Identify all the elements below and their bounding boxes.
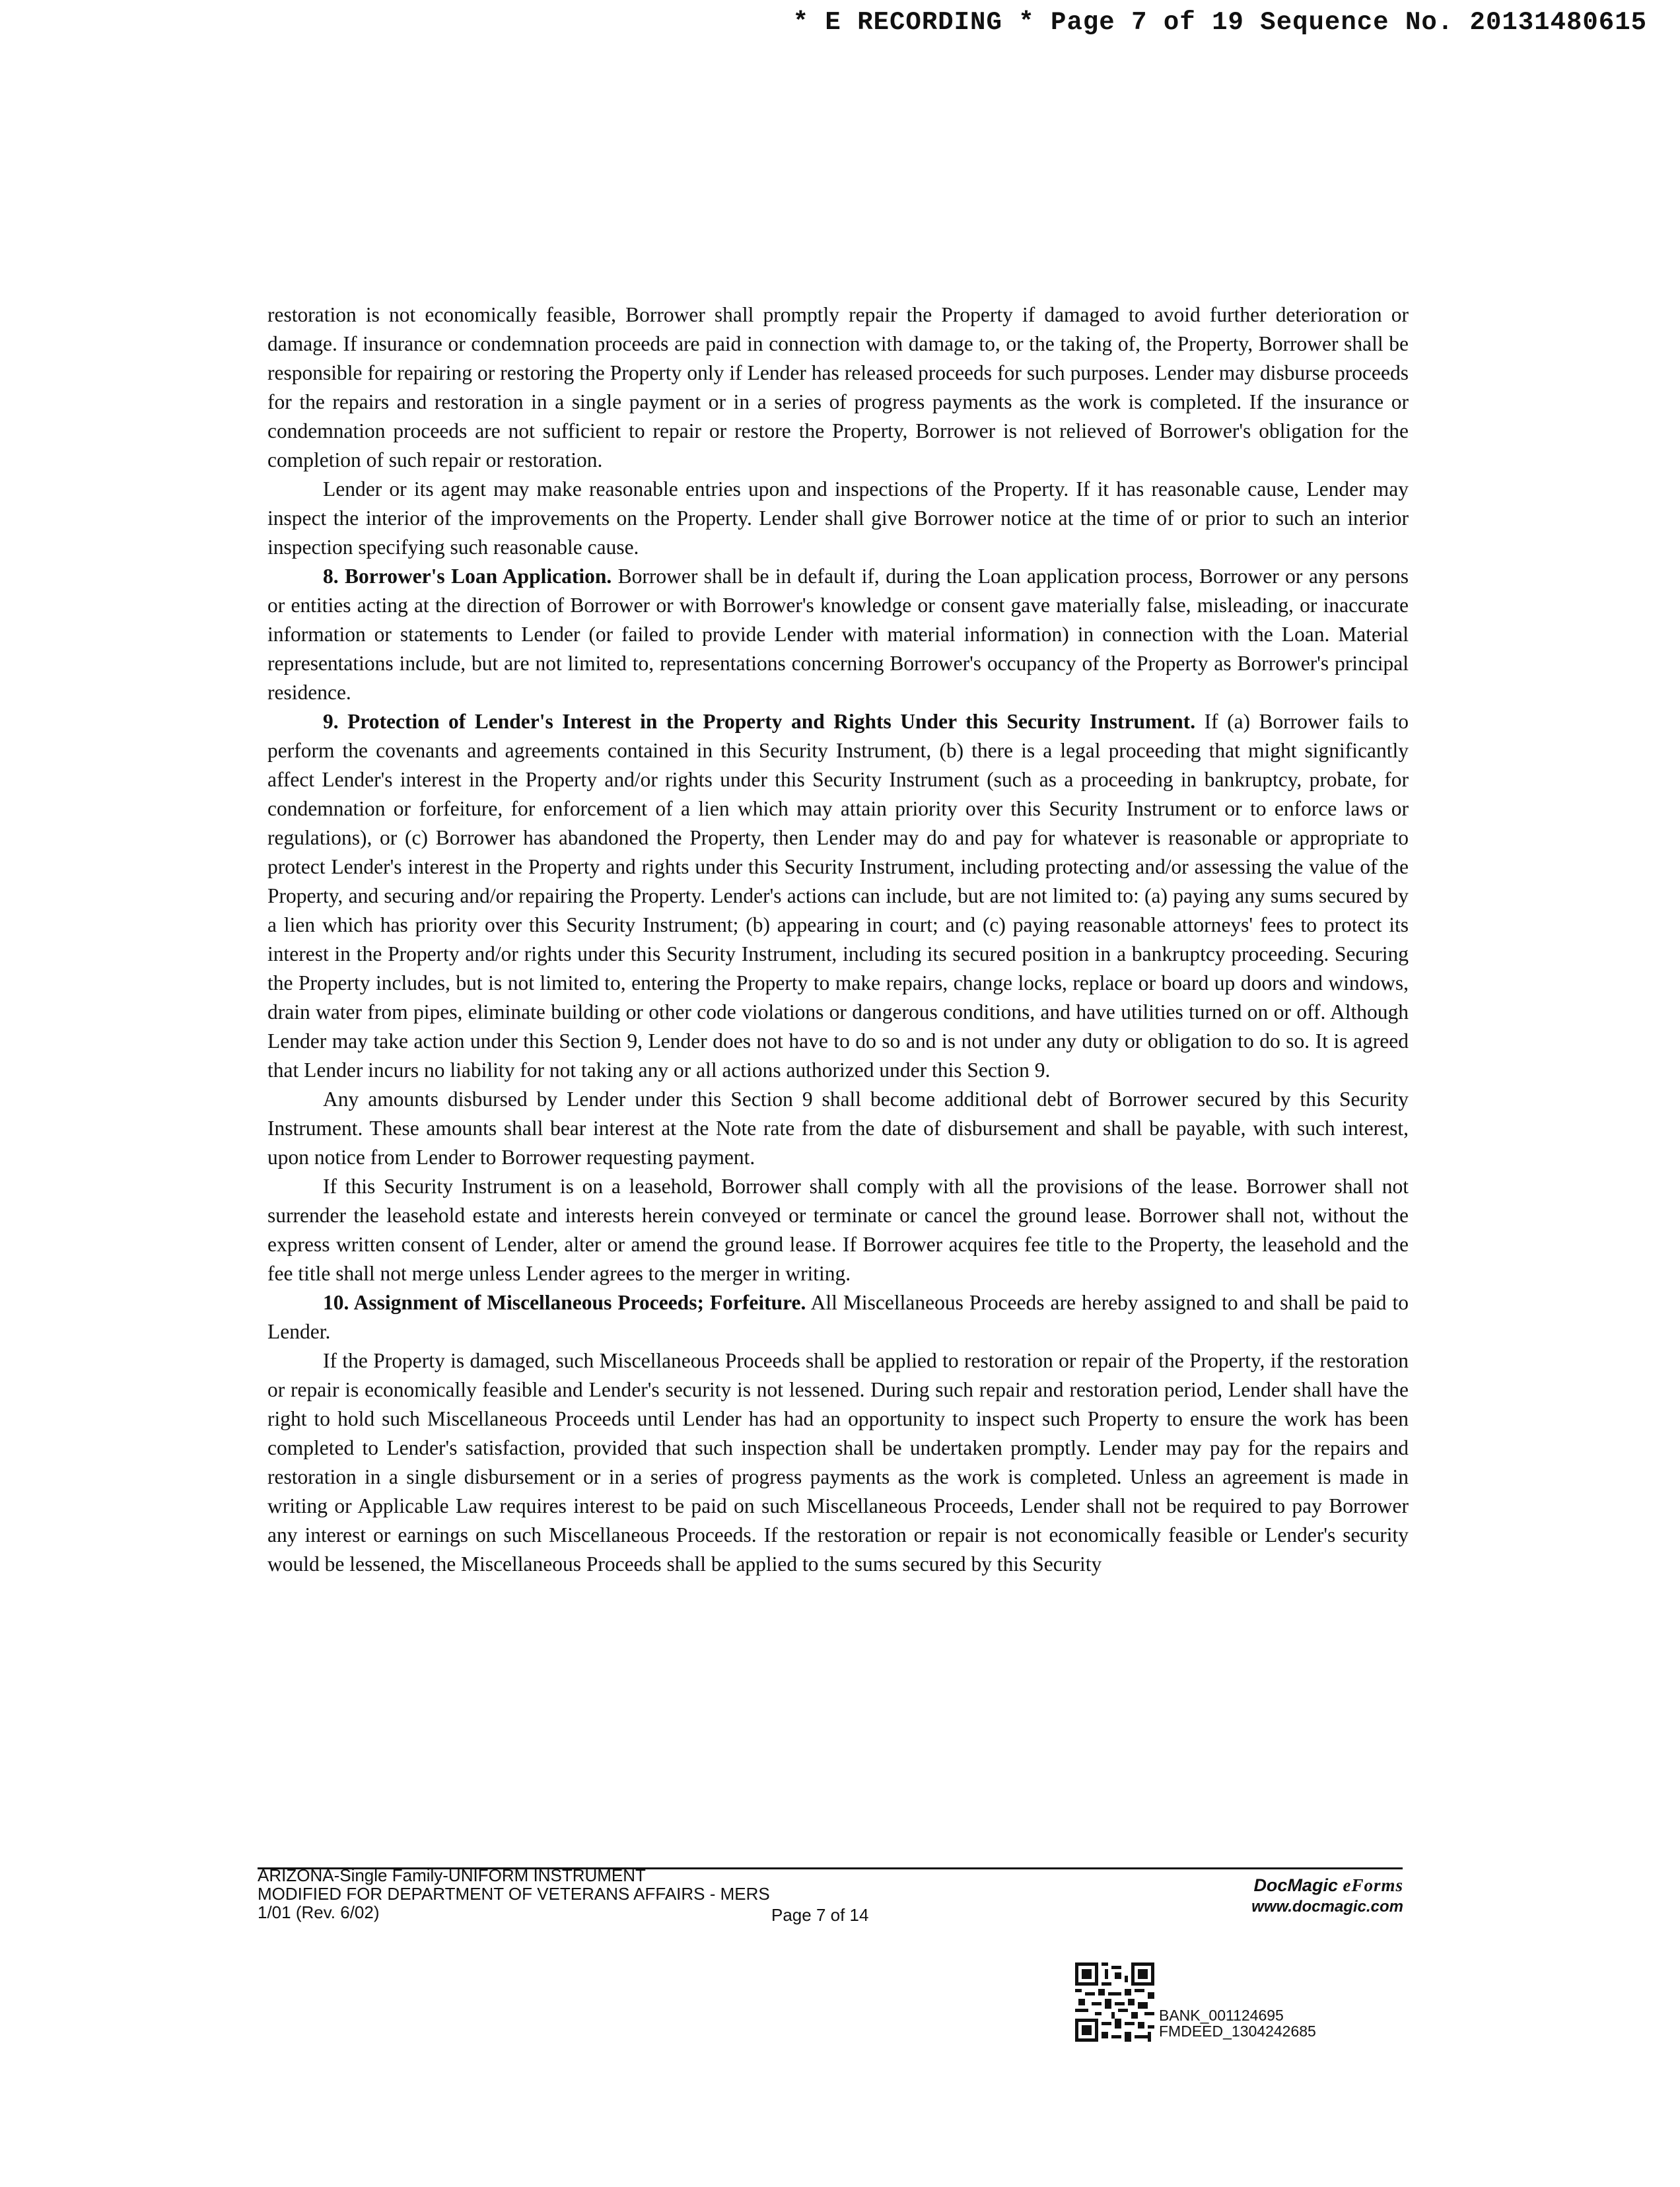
paragraph-leasehold: If this Security Instrument is on a leasehold, Borrower shall comply with all the provisions of the lease. Borrower shall not surrender the leasehold estate and interests herein conveyed or terminate or cancel the ground lease. Borrower shall not, without the express written consent of Lender, alter or amend the ground lease. If Borrower acquires fee title to the Property, the leasehold and the fee title shall not merge unless Lender agrees to the merger in writing.	[267, 1175, 1409, 1285]
document-body	[267, 300, 1409, 1579]
section-10	[267, 1288, 1409, 1346]
footer-page-number: Page 7 of 14	[771, 1905, 869, 1925]
paragraph-property-damaged: If the Property is damaged, such Miscellaneous Proceeds shall be applied to restoration or repair of the Property, if the restoration or repair is economically feasible and Lender's security is not lessened. During such repair and restoration period, Lender shall have the right to hold such Miscellaneous Proceeds until Lender has had an opportunity to inspect such Property to ensure the work has been completed to Lender's satisfaction, provided that such inspection shall be undertaken promptly. Lender may pay for the repairs and restoration in a single disbursement or in a series of progress payments as the work is completed. Unless an agreement is made in writing or Applicable Law requires interest to be paid on such Miscellaneous Proceeds, Lender shall not be required to pay Borrower any interest or earnings on such Miscellaneous Proceeds. If the restoration or repair is not economically feasible or Lender's security would be lessened, the Miscellaneous Proceeds shall be applied to the sums secured by this Security	[267, 1349, 1409, 1576]
recording-header: * E RECORDING * Page 7 of 19 Sequence No. 20131480615	[792, 8, 1647, 37]
docmagic-logo	[1225, 1875, 1403, 1895]
footer-form-title: ARIZONA-Single Family-UNIFORM INSTRUMENT	[258, 1865, 646, 1885]
barcode-bank-id: BANK_001124695	[1159, 2007, 1284, 2024]
brand-suffix: eForms	[1343, 1875, 1403, 1895]
document-barcode-ids	[1159, 2007, 1316, 2039]
footer-form-revision: 1/01 (Rev. 6/02)	[258, 1902, 380, 1922]
qr-code-icon	[1075, 1962, 1154, 2042]
section-9-body: If (a) Borrower fails to perform the covenants and agreements contained in this Security Instrument, (b) there is a legal proceeding that might significantly affect Lender's interest in the Property and/or rights under this Security Instrument (such as a proceeding in bankruptcy, probate, for condemnation or forfeiture, for enforcement of a lien which may attain priority over this Security Instrument or to enforce laws or regulations), or (c) Borrower has abandoned the Property, then Lender may do and pay for whatever is reasonable or appropriate to protect Lender's interest in the Property and rights under this Security Instrument, including protecting and/or assessing the value of the Property, and securing and/or repairing the Property. Lender's actions can include, but are not limited to: (a) paying any sums secured by a lien which has priority over this Security Instrument; (b) appearing in court; and (c) paying reasonable attorneys' fees to protect its interest in the Property and/or rights under this Security Instrument, including its secured position in a bankruptcy proceeding. Securing the Property includes, but is not limited to, entering the Property to make repairs, change locks, replace or board up doors and windows, drain water from pipes, eliminate building or other code violations or dangerous conditions, and have utilities turned on or off. Although Lender may take action under this Section 9, Lender does not have to do so and is not under any duty or obligation to do so. It is agreed that Lender incurs no liability for not taking any or all actions authorized under this Section 9.	[267, 710, 1409, 1082]
brand-name: DocMagic	[1253, 1875, 1338, 1895]
brand-url: www.docmagic.com	[1251, 1898, 1403, 1916]
footer-form-subtitle: MODIFIED FOR DEPARTMENT OF VETERANS AFFAIRS - MERS	[258, 1884, 770, 1904]
barcode-deed-id: FMDEED_1304242685	[1159, 2023, 1316, 2040]
section-8-body: Borrower shall be in default if, during the Loan application process, Borrower or any persons or entities acting at the direction of Borrower or with Borrower's knowledge or consent gave materially false, misleading, or inaccurate information or statements to Lender (or failed to provide Lender with material information) in connection with the Loan. Material representations include, but are not limited to, representations concerning Borrower's occupancy of the Property as Borrower's principal residence.	[267, 565, 1409, 704]
section-9-heading: 9. Protection of Lender's Interest in the Property and Rights Under this Security Instrument.	[323, 710, 1196, 733]
section-10-body: All Miscellaneous Proceeds are hereby assigned to and shall be paid to Lender.	[267, 1291, 1409, 1343]
paragraph-inspection: Lender or its agent may make reasonable entries upon and inspections of the Property. If it has reasonable cause, Lender may inspect the interior of the improvements on the Property. Lender shall give Borrower notice at the time of or prior to such an interior inspection specifying such reasonable cause.	[267, 477, 1409, 559]
section-8-heading: 8. Borrower's Loan Application.	[323, 565, 612, 588]
section-10-heading: 10. Assignment of Miscellaneous Proceeds; Forfeiture.	[323, 1291, 806, 1314]
paragraph-restoration: restoration is not economically feasible, Borrower shall promptly repair the Property if damaged to avoid further deterioration or damage. If insurance or condemnation proceeds are paid in connection with damage to, or the taking of, the Property, Borrower shall be responsible for repairing or restoring the Property only if Lender has released proceeds for such purposes. Lender may disburse proceeds for the repairs and restoration in a single payment or in a series of progress payments as the work is completed. If the insurance or condemnation proceeds are not sufficient to repair or restore the Property, Borrower is not relieved of Borrower's obligation for the completion of such repair or restoration.	[267, 303, 1409, 471]
section-9	[267, 707, 1409, 1085]
paragraph-amounts-disbursed: Any amounts disbursed by Lender under this Section 9 shall become additional debt of Borrower secured by this Security Instrument. These amounts shall bear interest at the Note rate from the date of disbursement and shall be payable, with such interest, upon notice from Lender to Borrower requesting payment.	[267, 1088, 1409, 1169]
section-8	[267, 562, 1409, 707]
